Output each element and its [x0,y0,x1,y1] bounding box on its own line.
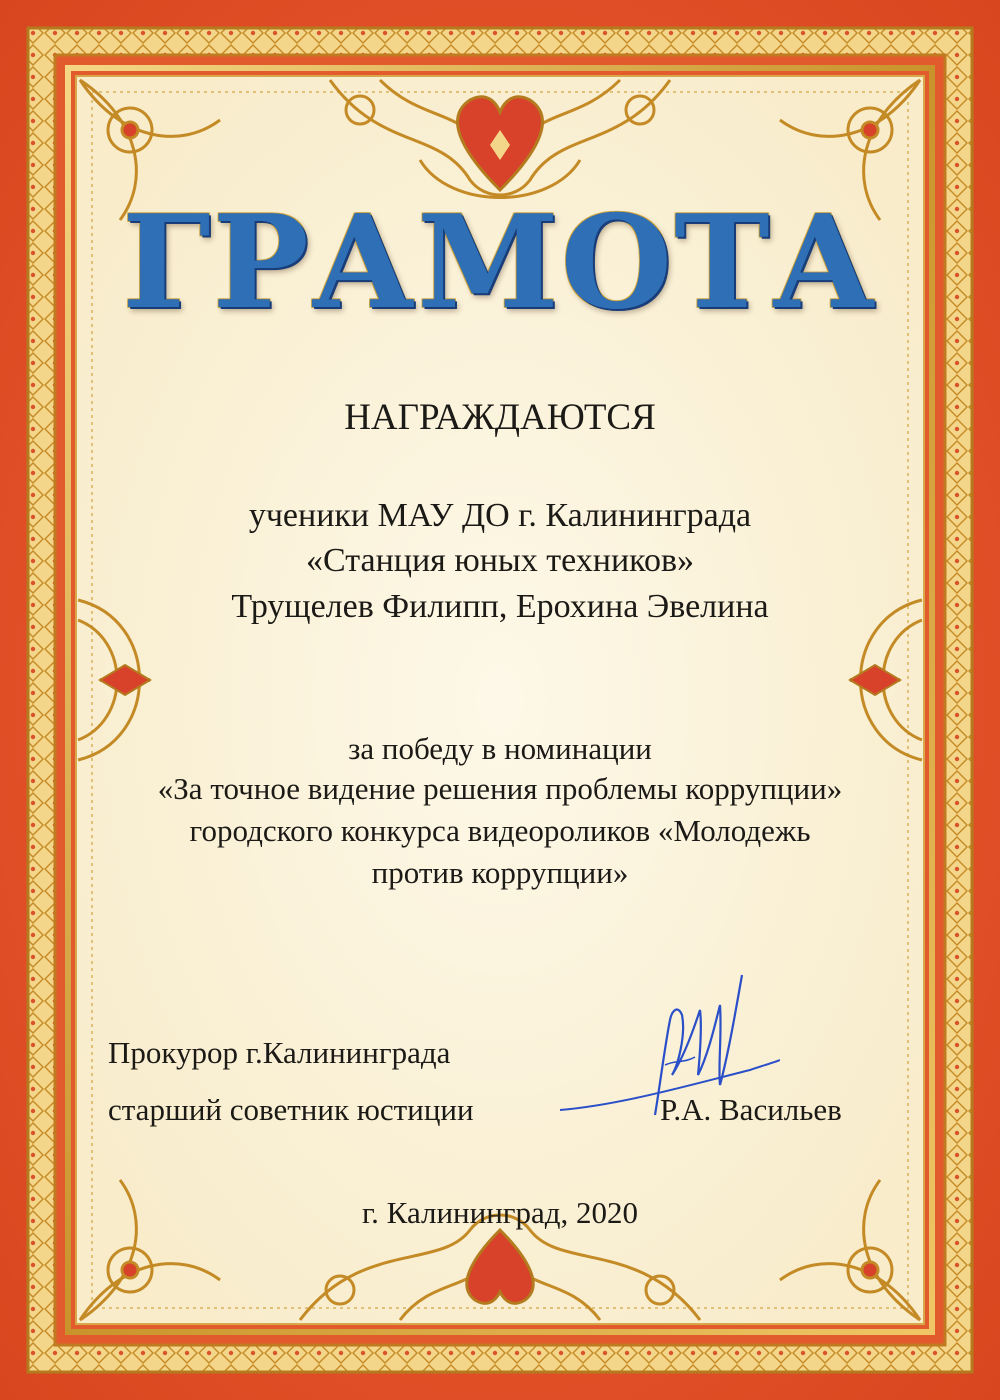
reason-line-3: городского конкурса видеороликов «Молодежь [189,813,811,848]
reason-line-4: против коррупции» [371,855,629,890]
signature [560,965,780,1135]
awarded-heading: НАГРАЖДАЮТСЯ [344,397,656,438]
signatory-position-1: Прокурор г.Калининграда [108,1035,451,1070]
reason-line-2: «За точное видение решения проблемы коррупции» [157,771,843,806]
signatory-name: Р.А. Васильев [660,1092,842,1127]
signatory-position-2: старший советник юстиции [108,1092,474,1127]
place-and-date: г. Калининград, 2020 [361,1195,639,1230]
recipients-line-1: ученики МАУ ДО г. Калининграда [248,497,752,534]
recipients-line-3: Трущелев Филипп, Ерохина Эвелина [231,588,769,625]
recipients-line-2: «Станция юных техников» [306,542,694,579]
certificate-title: ГРАМОТА [122,188,878,338]
reason-line-1: за победу в номинации [348,731,652,766]
